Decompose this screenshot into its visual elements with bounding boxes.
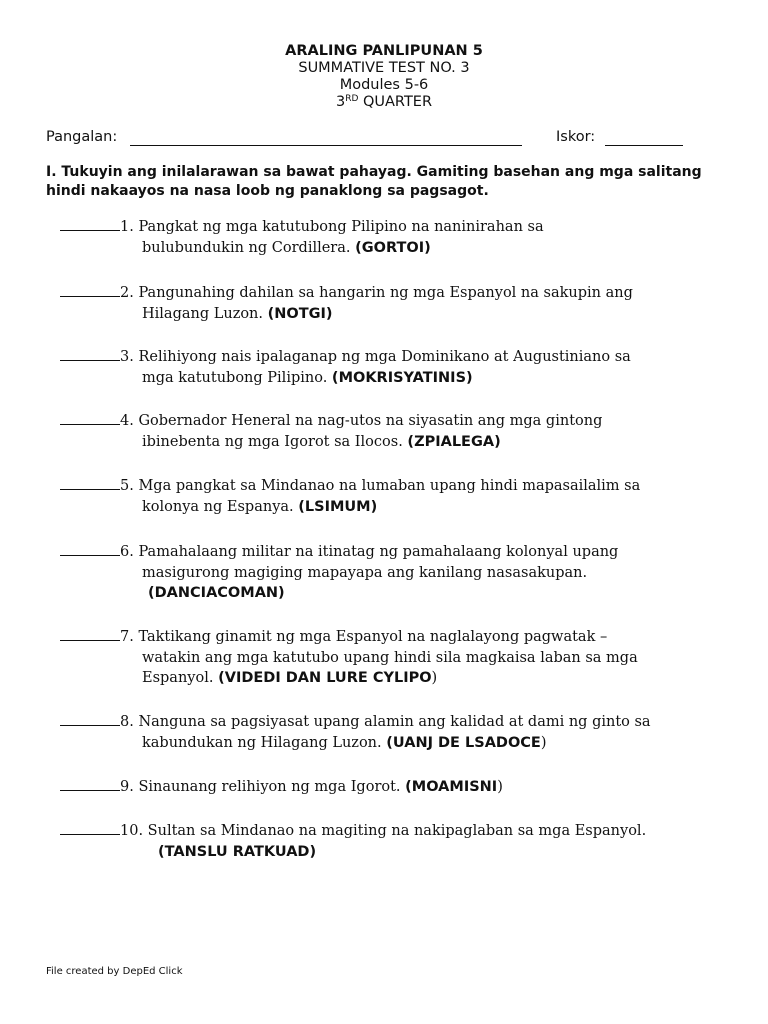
question-text: Sultan sa Mindanao na magiting na nakipaglaban sa mga Espanyol. — [147, 823, 647, 839]
scrambled-hint — [407, 434, 500, 450]
instructions: I. Tukuyin ang inilalarawan sa bawat pahayag. Gamiting basehan ang mga salitang hindi nakaayos na nasa loob ng panaklong sa pagsagot. — [46, 164, 702, 199]
scrambled-hint — [386, 735, 546, 751]
hint-open-paren: ( — [158, 843, 165, 860]
name-label: Pangalan: — [46, 129, 118, 145]
question-number: 8. — [120, 714, 134, 730]
question-text: Pamahalaang militar na itinatag ng pamahalaang kolonyal upang — [138, 544, 619, 560]
hint-open-paren: ( — [355, 239, 362, 256]
question-number: 10. — [120, 823, 144, 839]
question-text: Nanguna sa pagsiyasat upang alamin ang kalidad at dami ng ginto sa — [138, 714, 651, 730]
hint-close-paren: ) — [466, 369, 473, 386]
hint-close-paren: ) — [497, 779, 503, 795]
question-number: 2. — [120, 285, 134, 301]
hint-open-paren: ( — [386, 734, 393, 751]
answer-blank[interactable] — [60, 541, 120, 556]
hint-close-paren: ) — [494, 433, 501, 450]
question-text: Espanyol. — [142, 670, 214, 686]
hint-close-paren: ) — [325, 305, 333, 322]
question-text: Pangkat ng mga katutubong Pilipino na naninirahan sa — [138, 219, 544, 235]
scrambled-hint — [298, 499, 377, 515]
question-item — [60, 626, 712, 689]
name-field-line[interactable] — [130, 145, 522, 146]
hint-open-paren: ( — [218, 670, 225, 686]
question-text: Hilagang Luzon. — [142, 305, 264, 322]
answer-blank[interactable] — [60, 711, 120, 726]
question-number: 3. — [120, 349, 134, 365]
scrambled-hint — [148, 585, 285, 601]
question-text: kabundukan ng Hilagang Luzon. — [142, 734, 382, 751]
footer-credit: File created by DepEd Click — [46, 966, 183, 977]
hint-letters: GORTOI — [361, 239, 425, 256]
scrambled-hint — [158, 844, 316, 860]
question-text: watakin ang mga katutubo upang hindi sila magkaisa laban sa mga — [142, 649, 638, 666]
scrambled-hint — [218, 670, 437, 686]
hint-open-paren: ( — [405, 779, 412, 795]
question-text: kolonya ng Espanya. — [142, 498, 294, 515]
question-text: Gobernador Heneral na nag-utos na siyasatin ang mga gintong — [138, 413, 603, 429]
question-number: 4. — [120, 413, 134, 429]
question-text: mga katutubong Pilipino. — [142, 369, 328, 386]
question-text: Relihiyong nais ipalaganap ng mga Dominikano at Augustiniano sa — [138, 349, 631, 365]
hint-open-paren: ( — [267, 305, 275, 322]
answer-blank[interactable] — [60, 776, 120, 791]
question-item — [60, 282, 712, 324]
question-text: Pangunahing dahilan sa hangarin ng mga Espanyol na sakupin ang — [138, 285, 633, 301]
question-number: 9. — [120, 779, 134, 795]
test-subtitle: SUMMATIVE TEST NO. 3 — [298, 60, 470, 76]
quarter-label: 3RD QUARTER — [335, 94, 433, 110]
question-text: bulubundukin ng Cordillera. — [142, 239, 351, 256]
hint-letters: TANSLU RATKUAD — [164, 843, 310, 860]
question-text: Sinaunang relihiyon ng mga Igorot. — [138, 779, 401, 795]
question-item — [60, 711, 712, 753]
answer-blank[interactable] — [60, 282, 120, 297]
score-label: Iskor: — [556, 129, 596, 145]
question-text: masigurong magiging mapayapa ang kanilang nasasakupan. — [142, 564, 588, 581]
hint-close-paren: ) — [278, 585, 285, 601]
question-item — [60, 346, 712, 388]
scrambled-hint — [405, 779, 503, 795]
answer-blank[interactable] — [60, 216, 120, 231]
answer-blank[interactable] — [60, 475, 120, 490]
scrambled-hint — [332, 370, 473, 386]
subject-title: ARALING PANLIPUNAN 5 — [285, 43, 483, 59]
score-field-line[interactable] — [605, 145, 683, 146]
hint-letters: NOTGI — [274, 305, 326, 322]
question-text: Mga pangkat sa Mindanao na lumaban upang hindi mapasailalim sa — [138, 478, 641, 494]
question-item — [60, 820, 712, 862]
hint-letters: DANCIACOMAN — [154, 585, 279, 601]
hint-letters: ZPIALEGA — [414, 433, 495, 450]
answer-blank[interactable] — [60, 346, 120, 361]
hint-close-paren: ) — [370, 498, 378, 515]
question-item — [60, 541, 712, 604]
question-item — [60, 410, 712, 452]
hint-letters: LSIMUM — [304, 498, 371, 515]
hint-open-paren: ( — [407, 433, 415, 450]
answer-blank[interactable] — [60, 626, 120, 641]
scrambled-hint — [355, 240, 431, 256]
hint-open-paren: ( — [331, 369, 339, 386]
question-text: ibinebenta ng mga Igorot sa Ilocos. — [142, 433, 403, 450]
question-number: 7. — [120, 629, 134, 645]
hint-letters: VIDEDI DAN LURE CYLIPO — [224, 670, 432, 686]
question-item — [60, 216, 712, 258]
hint-letters: UANJ DE LSADOCE — [392, 734, 541, 751]
question-item — [60, 475, 712, 517]
hint-letters: MOAMISNI — [411, 779, 498, 795]
hint-letters: MOKRISYATINIS — [338, 369, 467, 386]
question-item — [60, 776, 712, 798]
scrambled-hint — [268, 306, 333, 322]
answer-blank[interactable] — [60, 410, 120, 425]
hint-close-paren: ) — [309, 843, 317, 860]
document-header — [0, 43, 768, 111]
question-number: 5. — [120, 478, 134, 494]
question-text: Taktikang ginamit ng mga Espanyol na naglalayong pagwatak – — [138, 629, 608, 645]
modules-label: Modules 5-6 — [339, 77, 429, 93]
question-number: 1. — [120, 219, 134, 235]
hint-open-paren: ( — [298, 498, 305, 515]
question-number: 6. — [120, 544, 134, 560]
answer-blank[interactable] — [60, 820, 120, 835]
hint-close-paren: ) — [424, 239, 431, 256]
hint-close-paren: ) — [540, 734, 547, 751]
hint-open-paren: ( — [148, 585, 155, 601]
hint-close-paren: ) — [431, 670, 438, 686]
